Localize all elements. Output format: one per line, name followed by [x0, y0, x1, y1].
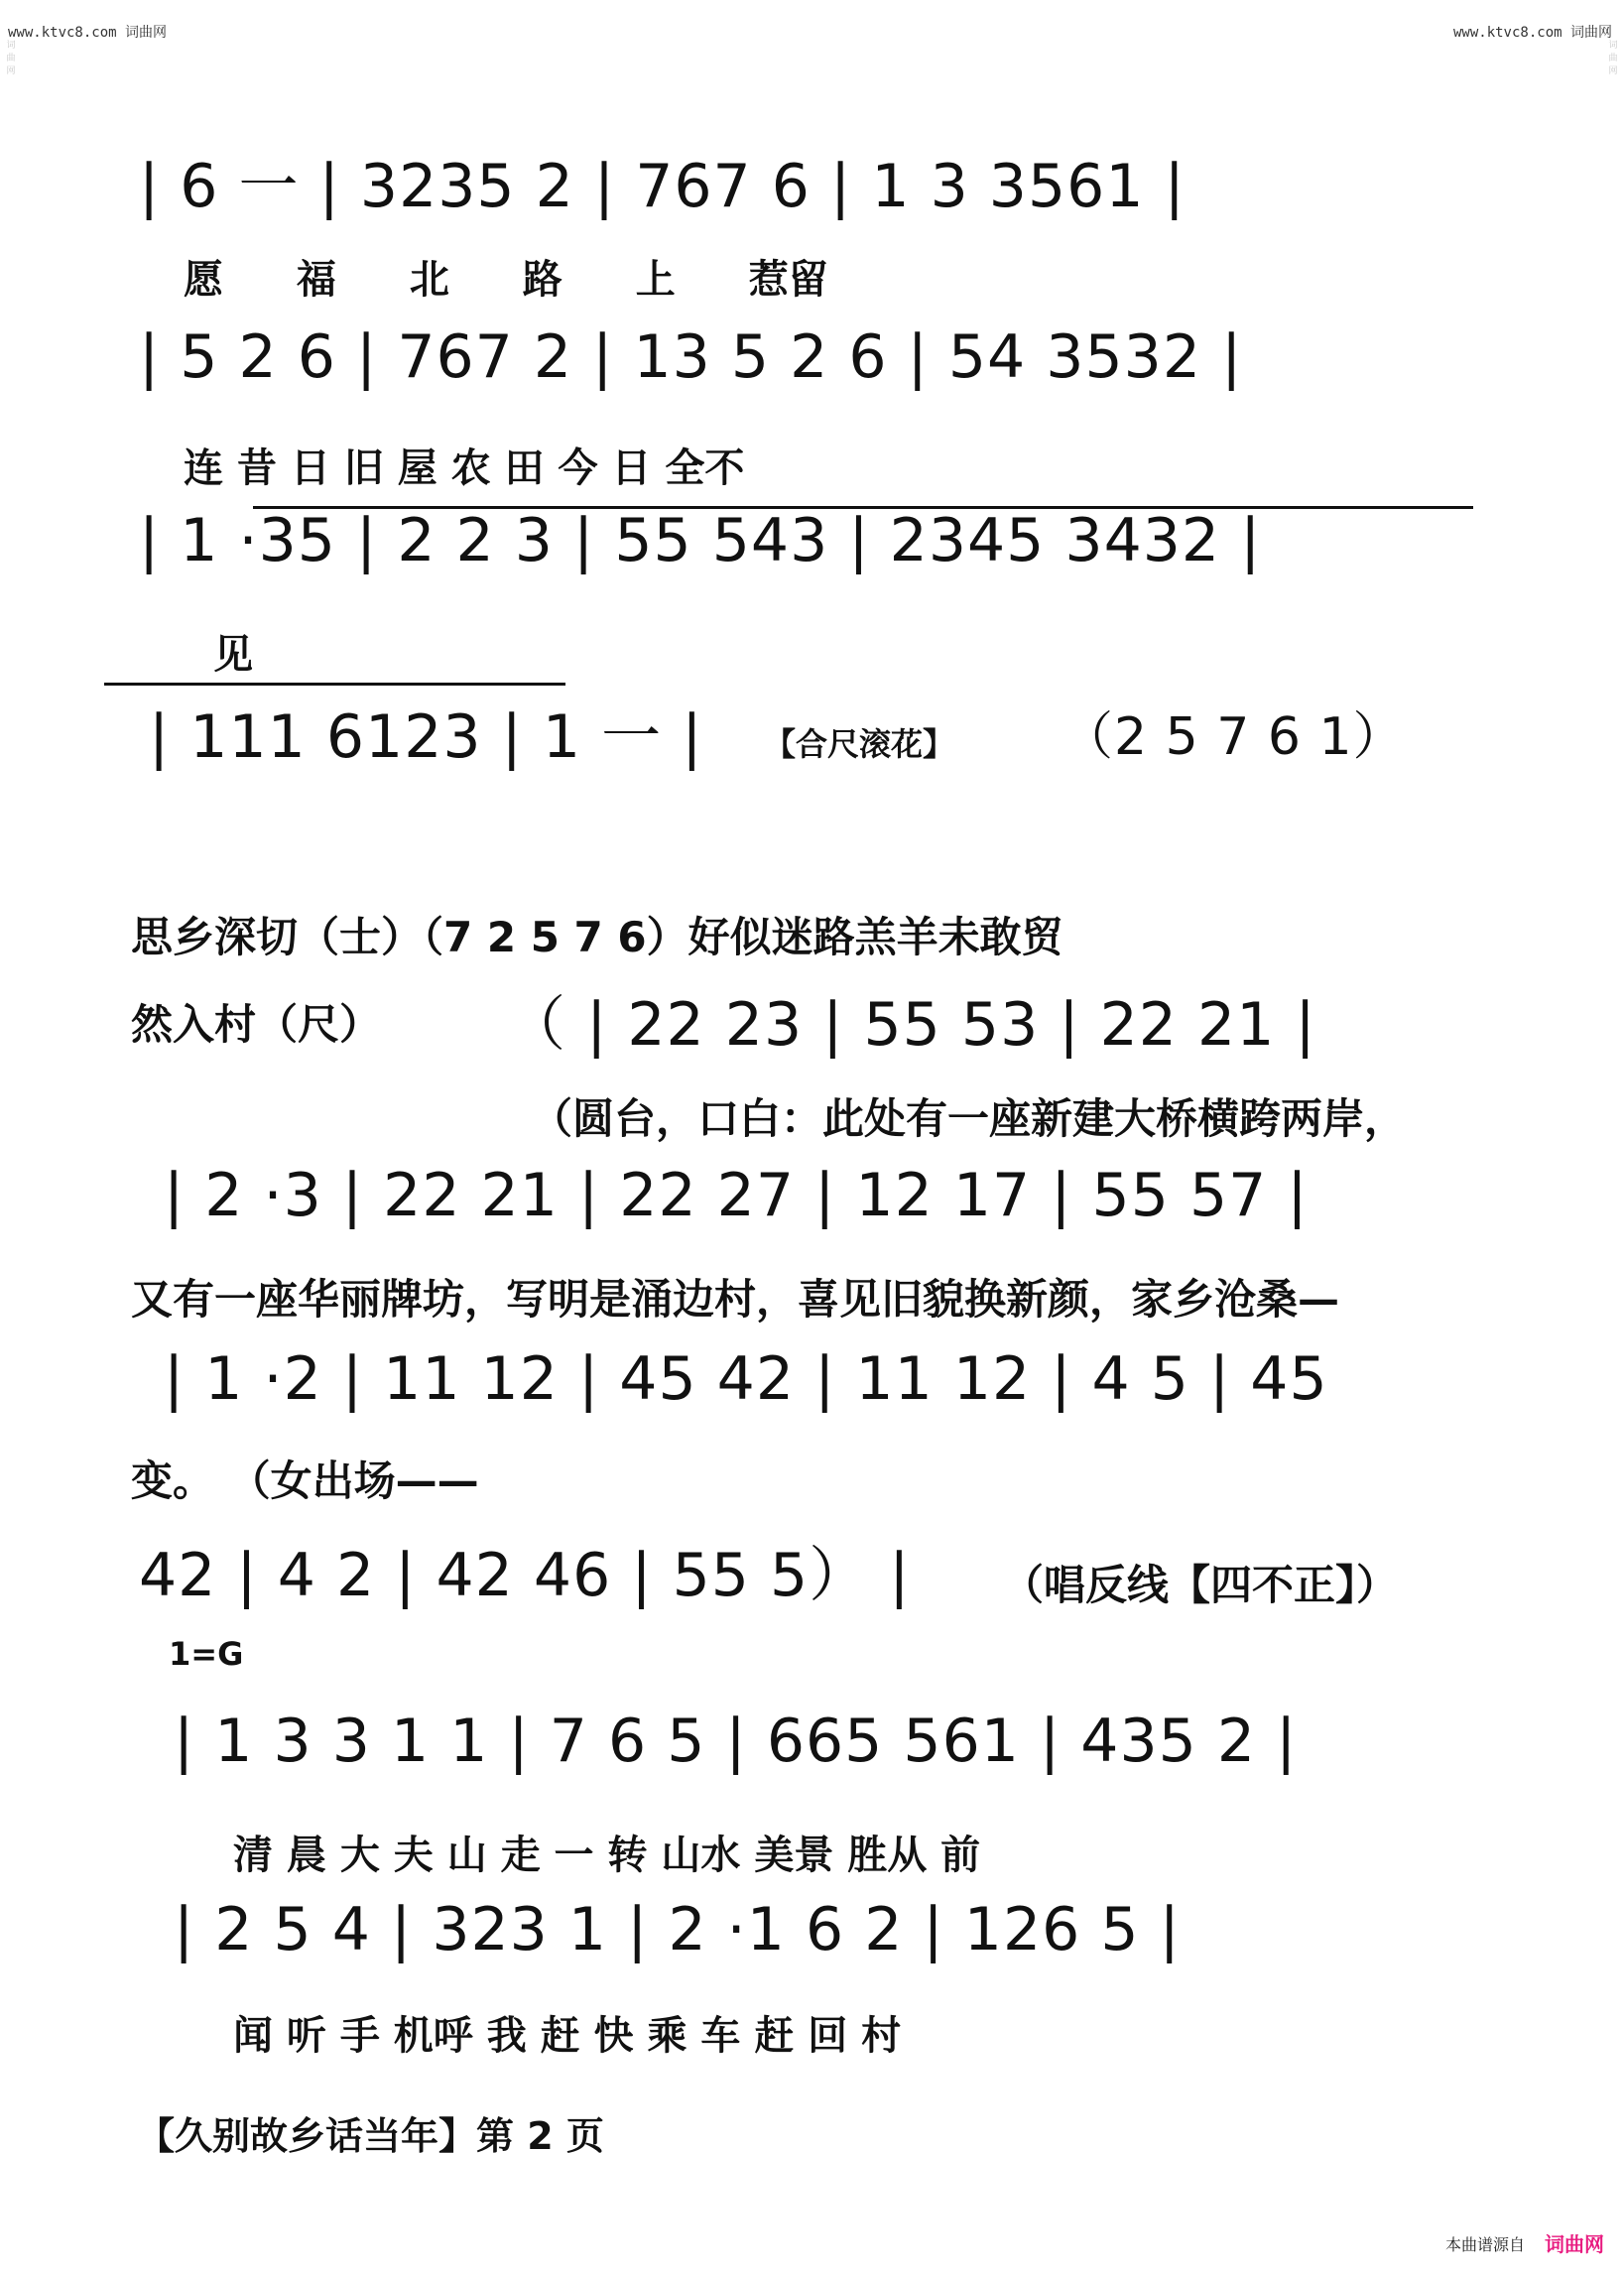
site-logo[interactable]: 词曲网: [1545, 2232, 1604, 2256]
section-tag-2: （唱反线【四不正】）: [1002, 1561, 1399, 1609]
text-line-1: 思乡深切（士）（7 2 5 7 6）好似迷路羔羊未敢贸: [131, 913, 1063, 961]
score-row-2-lyrics: 连 昔 日 旧 屋 农 田 今 日 全不: [184, 445, 745, 491]
header-site-left: www.ktvc8.com 词曲网: [8, 25, 168, 41]
watermark-strip-left: 词曲网: [6, 41, 16, 76]
text-line-3: （圆台，口白：此处有一座新建大桥横跨两岸，: [531, 1094, 1407, 1143]
section-tag: 【合尺滚花】: [764, 725, 955, 763]
score-row-4-tail: （2 5 7 6 1）: [1062, 707, 1406, 767]
header-site-right: www.ktvc8.com 词曲网: [1452, 25, 1612, 41]
score-row-10-notes: | 1 3 3 1 1 | 7 6 5 | 665 561 | 435 2 |: [174, 1707, 1298, 1776]
score-row-10-lyrics: 清 晨 大 夫 山 走 一 转 山水 美景 胜从 前: [233, 1833, 981, 1878]
text-line-5: 变。 （女出场——: [131, 1456, 479, 1505]
score-row-8-notes: | 1 ·2 | 11 12 | 45 42 | 11 12 | 4 5 | 45: [164, 1344, 1328, 1414]
text-line-2: 然入村（尺）: [131, 1000, 382, 1049]
score-row-9-notes: 42 | 4 2 | 42 46 | 55 5） |: [139, 1541, 911, 1610]
key-signature: 1=G: [169, 1635, 244, 1673]
score-row-1-lyrics: 愿 福 北 路 上 惹留: [184, 257, 828, 303]
score-row-6-notes: （ | 22 23 | 55 53 | 22 21 |: [506, 990, 1316, 1060]
score-row-3-notes: | 1 ·35 | 2 2 3 | 55 543 | 2345 3432 |: [139, 506, 1262, 575]
score-row-7-notes: | 2 ·3 | 22 21 | 22 27 | 12 17 | 55 57 |: [164, 1161, 1309, 1230]
score-row-11-lyrics: 闻 听 手 机呼 我 赶 快 乘 车 赶 回 村: [233, 2013, 902, 2059]
score-row-3-lyrics: 见: [213, 632, 253, 678]
slur-line: [104, 683, 565, 686]
score-row-2-notes: | 5 2 6 | 767 2 | 13 5 2 6 | 54 3532 |: [139, 322, 1243, 392]
watermark-strip-right: 词曲网: [1608, 41, 1618, 76]
text-line-4: 又有一座华丽牌坊，写明是涌边村，喜见旧貌换新颜，家乡沧桑—: [131, 1275, 1340, 1324]
score-row-1-notes: | 6 一 | 3235 2 | 767 6 | 1 3 3561 |: [139, 152, 1186, 221]
source-label: 本曲谱源自: [1444, 2235, 1525, 2254]
score-row-11-notes: | 2 5 4 | 323 1 | 2 ·1 6 2 | 126 5 |: [174, 1895, 1181, 1964]
score-row-4-notes: | 111 6123 | 1 一 |: [149, 702, 703, 772]
page-footer-title: 【久别故乡话当年】第 2 页: [137, 2114, 604, 2158]
